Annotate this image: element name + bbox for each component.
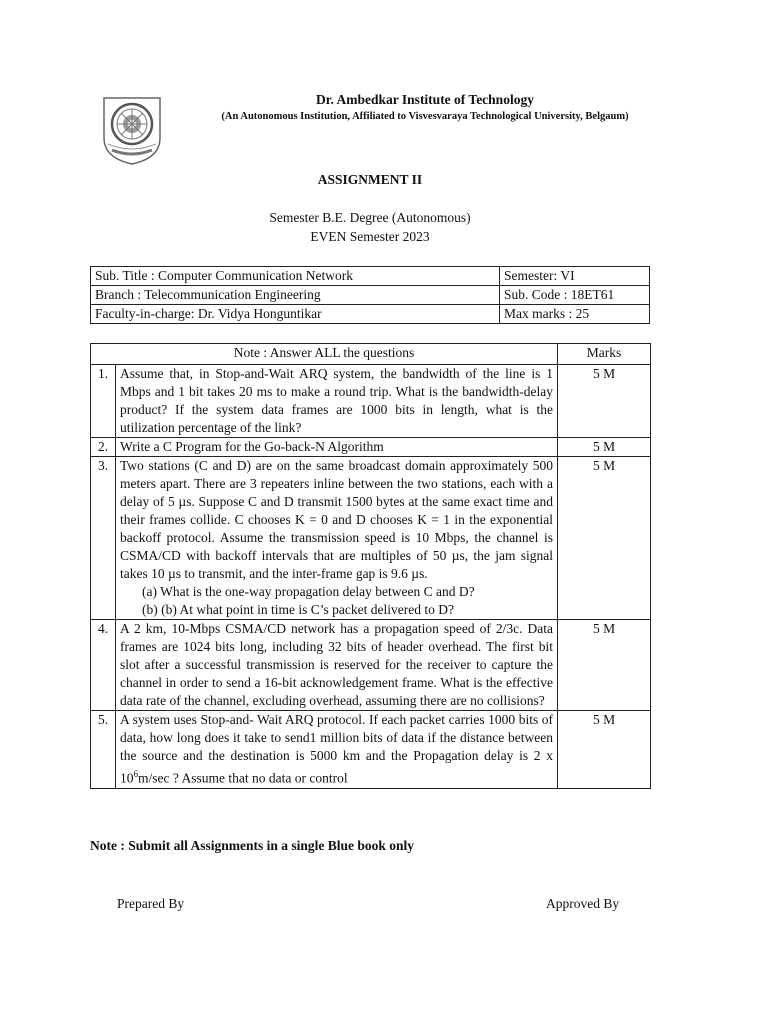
- approved-by: Approved By: [546, 896, 620, 911]
- question-text: Two stations (C and D) are on the same broadcast domain approximately 500 meters apart. There are 3 repeaters inline between the two stations, each with a delay of 5 µs. Suppose C and D transmit 1500 bytes at the same exact time and their frames collide. C chooses K = 0 and D chooses K = 1 in the exponential backoff protocol. Assume the transmission speed is 10 Mbps, the channel is CSMA/CD with backoff intervals that are multiples of 50 µs, the jam signal takes 10 µs to transmit, and the inter-frame gap is 9.6 µs.: [120, 458, 554, 581]
- branch-cell: Branch : Telecommunication Engineering: [91, 286, 500, 305]
- question-row: [91, 620, 651, 711]
- question-number: 4.: [91, 620, 116, 711]
- note-header: Note : Answer ALL the questions: [91, 344, 558, 365]
- sub-code-cell: Sub. Code : 18ET61: [500, 286, 650, 305]
- subject-title: Sub. Title : Computer Communication Network: [91, 267, 500, 286]
- question-cell: [116, 457, 558, 620]
- question-text: A 2 km, 10-Mbps CSMA/CD network has a propagation speed of 2/3c. Data frames are 1024 bits long, including 32 bits of header overhead. The first bit slot after a successful transmission is reserved for the receiver to capture the channel in order to send a 16-bit acknowledgement frame. What is the effective data rate of the channel, excluding overhead, assuming there are no collisions?: [116, 620, 558, 711]
- exponent: 6: [133, 769, 138, 779]
- assignment-title: ASSIGNMENT II: [317, 172, 423, 187]
- course-info-table: [90, 266, 650, 324]
- semester-degree: Semester B.E. Degree (Autonomous): [269, 210, 471, 225]
- question-marks: 5 M: [558, 457, 651, 620]
- question-text-part2: m/sec ? Assume that no data or control: [138, 770, 348, 786]
- institution-name: Dr. Ambedkar Institute of Technology: [316, 92, 534, 107]
- question-cell: [116, 711, 558, 789]
- semester-cell: Semester: VI: [500, 267, 650, 286]
- question-row: [91, 365, 651, 438]
- questions-table: [90, 343, 651, 789]
- institution-logo: [98, 94, 166, 166]
- submission-note: Note : Submit all Assignments in a single Blue book only: [90, 838, 415, 853]
- sub-question-a: (a) What is the one-way propagation delay between C and D?: [142, 584, 475, 599]
- question-number: 1.: [91, 365, 116, 438]
- info-row: [91, 305, 650, 324]
- semester-term: EVEN Semester 2023: [310, 229, 430, 244]
- question-number: 2.: [91, 438, 116, 457]
- sub-question-b: (b) (b) At what point in time is C’s packet delivered to D?: [142, 602, 454, 617]
- question-row: [91, 457, 651, 620]
- question-row: [91, 711, 651, 789]
- prepared-by: Prepared By: [117, 896, 185, 911]
- questions-header-row: [91, 344, 651, 365]
- institution-subtitle: (An Autonomous Institution, Affiliated to Visvesvaraya Technological University, Belgaum): [221, 111, 629, 122]
- question-text: Write a C Program for the Go-back-N Algorithm: [116, 438, 558, 457]
- marks-header: Marks: [558, 344, 651, 365]
- question-text: Assume that, in Stop-and-Wait ARQ system, the bandwidth of the line is 1 Mbps and 1 bit takes 20 ms to make a round trip. What is the bandwidth-delay product? If the system data frames are 1000 bits in length, what is the utilization percentage of the link?: [116, 365, 558, 438]
- info-row: [91, 286, 650, 305]
- faculty-cell: Faculty-in-charge: Dr. Vidya Honguntikar: [91, 305, 500, 324]
- question-number: 5.: [91, 711, 116, 789]
- max-marks-cell: Max marks : 25: [500, 305, 650, 324]
- info-row: [91, 267, 650, 286]
- question-marks: 5 M: [558, 365, 651, 438]
- question-marks: 5 M: [558, 711, 651, 789]
- question-text-part1: A system uses Stop-and- Wait ARQ protocol. If each packet carries 1000 bits of data, how long does it take to send1 million bits of data if the distance between the source and the destination is 5000 km and the Propagation delay is 2 x 10: [120, 712, 554, 786]
- question-row: [91, 438, 651, 457]
- question-marks: 5 M: [558, 438, 651, 457]
- question-number: 3.: [91, 457, 116, 620]
- question-marks: 5 M: [558, 620, 651, 711]
